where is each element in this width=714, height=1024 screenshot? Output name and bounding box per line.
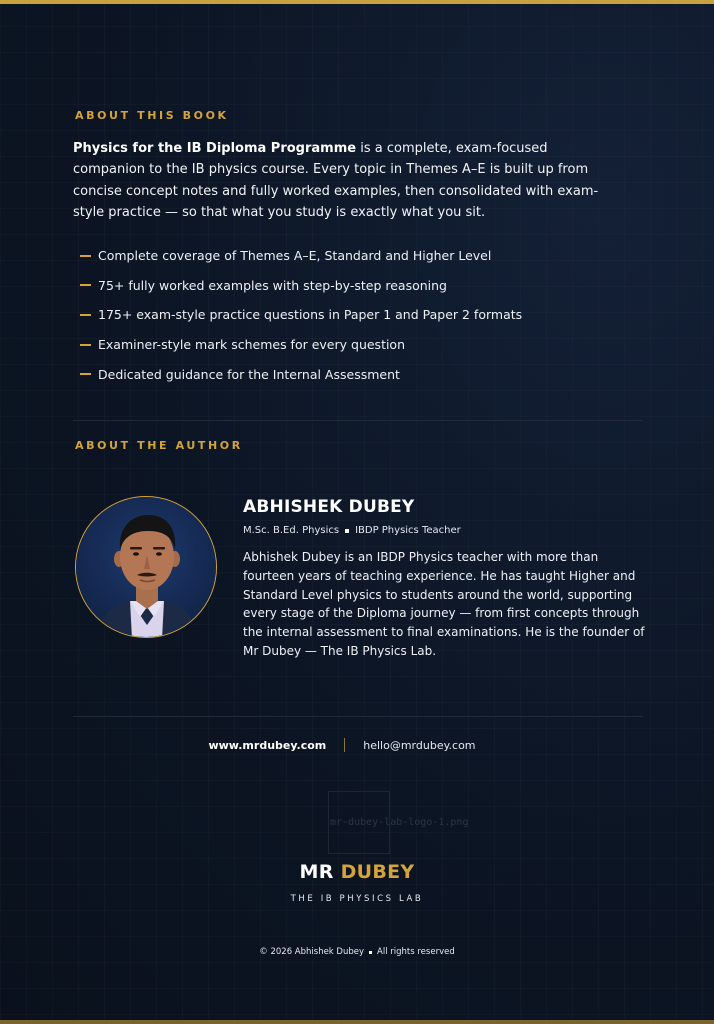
list-item — [80, 271, 522, 301]
square-bullet-icon — [369, 951, 372, 954]
top-accent-bar — [0, 0, 714, 4]
section-divider — [73, 420, 643, 421]
author-bio: Abhishek Dubey is an IBDP Physics teacher with more than fourteen years of teaching experience. He has taught Higher and Standard Level physics to students around the world, supporting every stage of the Diploma journey — from first concepts through the internal assessment to final examinations. He is the founder of Mr Dubey — The IB Physics Lab. — [243, 550, 645, 658]
rights-text: All rights reserved — [377, 947, 455, 957]
author-credentials — [243, 525, 461, 536]
book-intro-text: is a complete, exam-focused companion to the IB physics course. Every topic in Themes A–E is built up from concise concept notes and fully worked examples, then consolidated with exam-style practice — so that what you study is exactly what you sit. — [73, 141, 599, 221]
brand-tagline: THE IB PHYSICS LAB — [290, 894, 424, 904]
bottom-accent-bar — [0, 1020, 714, 1024]
dash-icon — [80, 284, 91, 286]
copyright-line — [0, 947, 714, 957]
credential-role: IBDP Physics Teacher — [355, 525, 461, 536]
brand-wordmark — [0, 861, 714, 883]
about-book-heading: ABOUT THIS BOOK — [75, 109, 229, 122]
list-item — [80, 241, 522, 271]
dash-icon — [80, 344, 91, 346]
book-intro — [73, 138, 613, 224]
feature-list — [80, 241, 522, 389]
logo-alt-text: mr-dubey-lab-logo-1.png — [330, 817, 469, 828]
list-item-text: 175+ exam-style practice questions in Paper 1 and Paper 2 formats — [98, 307, 523, 323]
brand-dubey: DUBEY — [340, 861, 415, 883]
list-item-text: 75+ fully worked examples with step-by-step reasoning — [98, 277, 447, 293]
email-link[interactable]: hello@mrdubey.com — [363, 738, 476, 752]
dash-icon — [80, 255, 91, 257]
list-item-text: Examiner-style mark schemes for every question — [98, 337, 406, 353]
credential-degree: M.Sc. B.Ed. Physics — [243, 525, 340, 536]
author-photo-icon — [76, 497, 217, 638]
website-link[interactable]: www.mrdubey.com — [208, 738, 327, 752]
list-item-text: Dedicated guidance for the Internal Assessment — [98, 366, 400, 382]
list-item — [80, 359, 522, 389]
about-author-heading: ABOUT THE AUTHOR — [75, 439, 243, 452]
section-divider — [73, 716, 643, 717]
author-portrait — [75, 496, 217, 638]
brand-mr: MR — [299, 861, 334, 883]
book-title: Physics for the IB Diploma Programme — [73, 141, 357, 156]
author-name: ABHISHEK DUBEY — [243, 497, 415, 517]
copyright-text: © 2026 Abhishek Dubey — [259, 947, 365, 957]
logo-image-placeholder — [328, 791, 469, 854]
contact-separator — [344, 738, 345, 752]
dash-icon — [80, 314, 91, 316]
contact-line — [0, 738, 714, 752]
square-bullet-icon — [345, 529, 349, 533]
list-item-text: Complete coverage of Themes A–E, Standard and Higher Level — [98, 248, 492, 264]
list-item — [80, 330, 522, 360]
dash-icon — [80, 373, 91, 375]
list-item — [80, 300, 522, 330]
